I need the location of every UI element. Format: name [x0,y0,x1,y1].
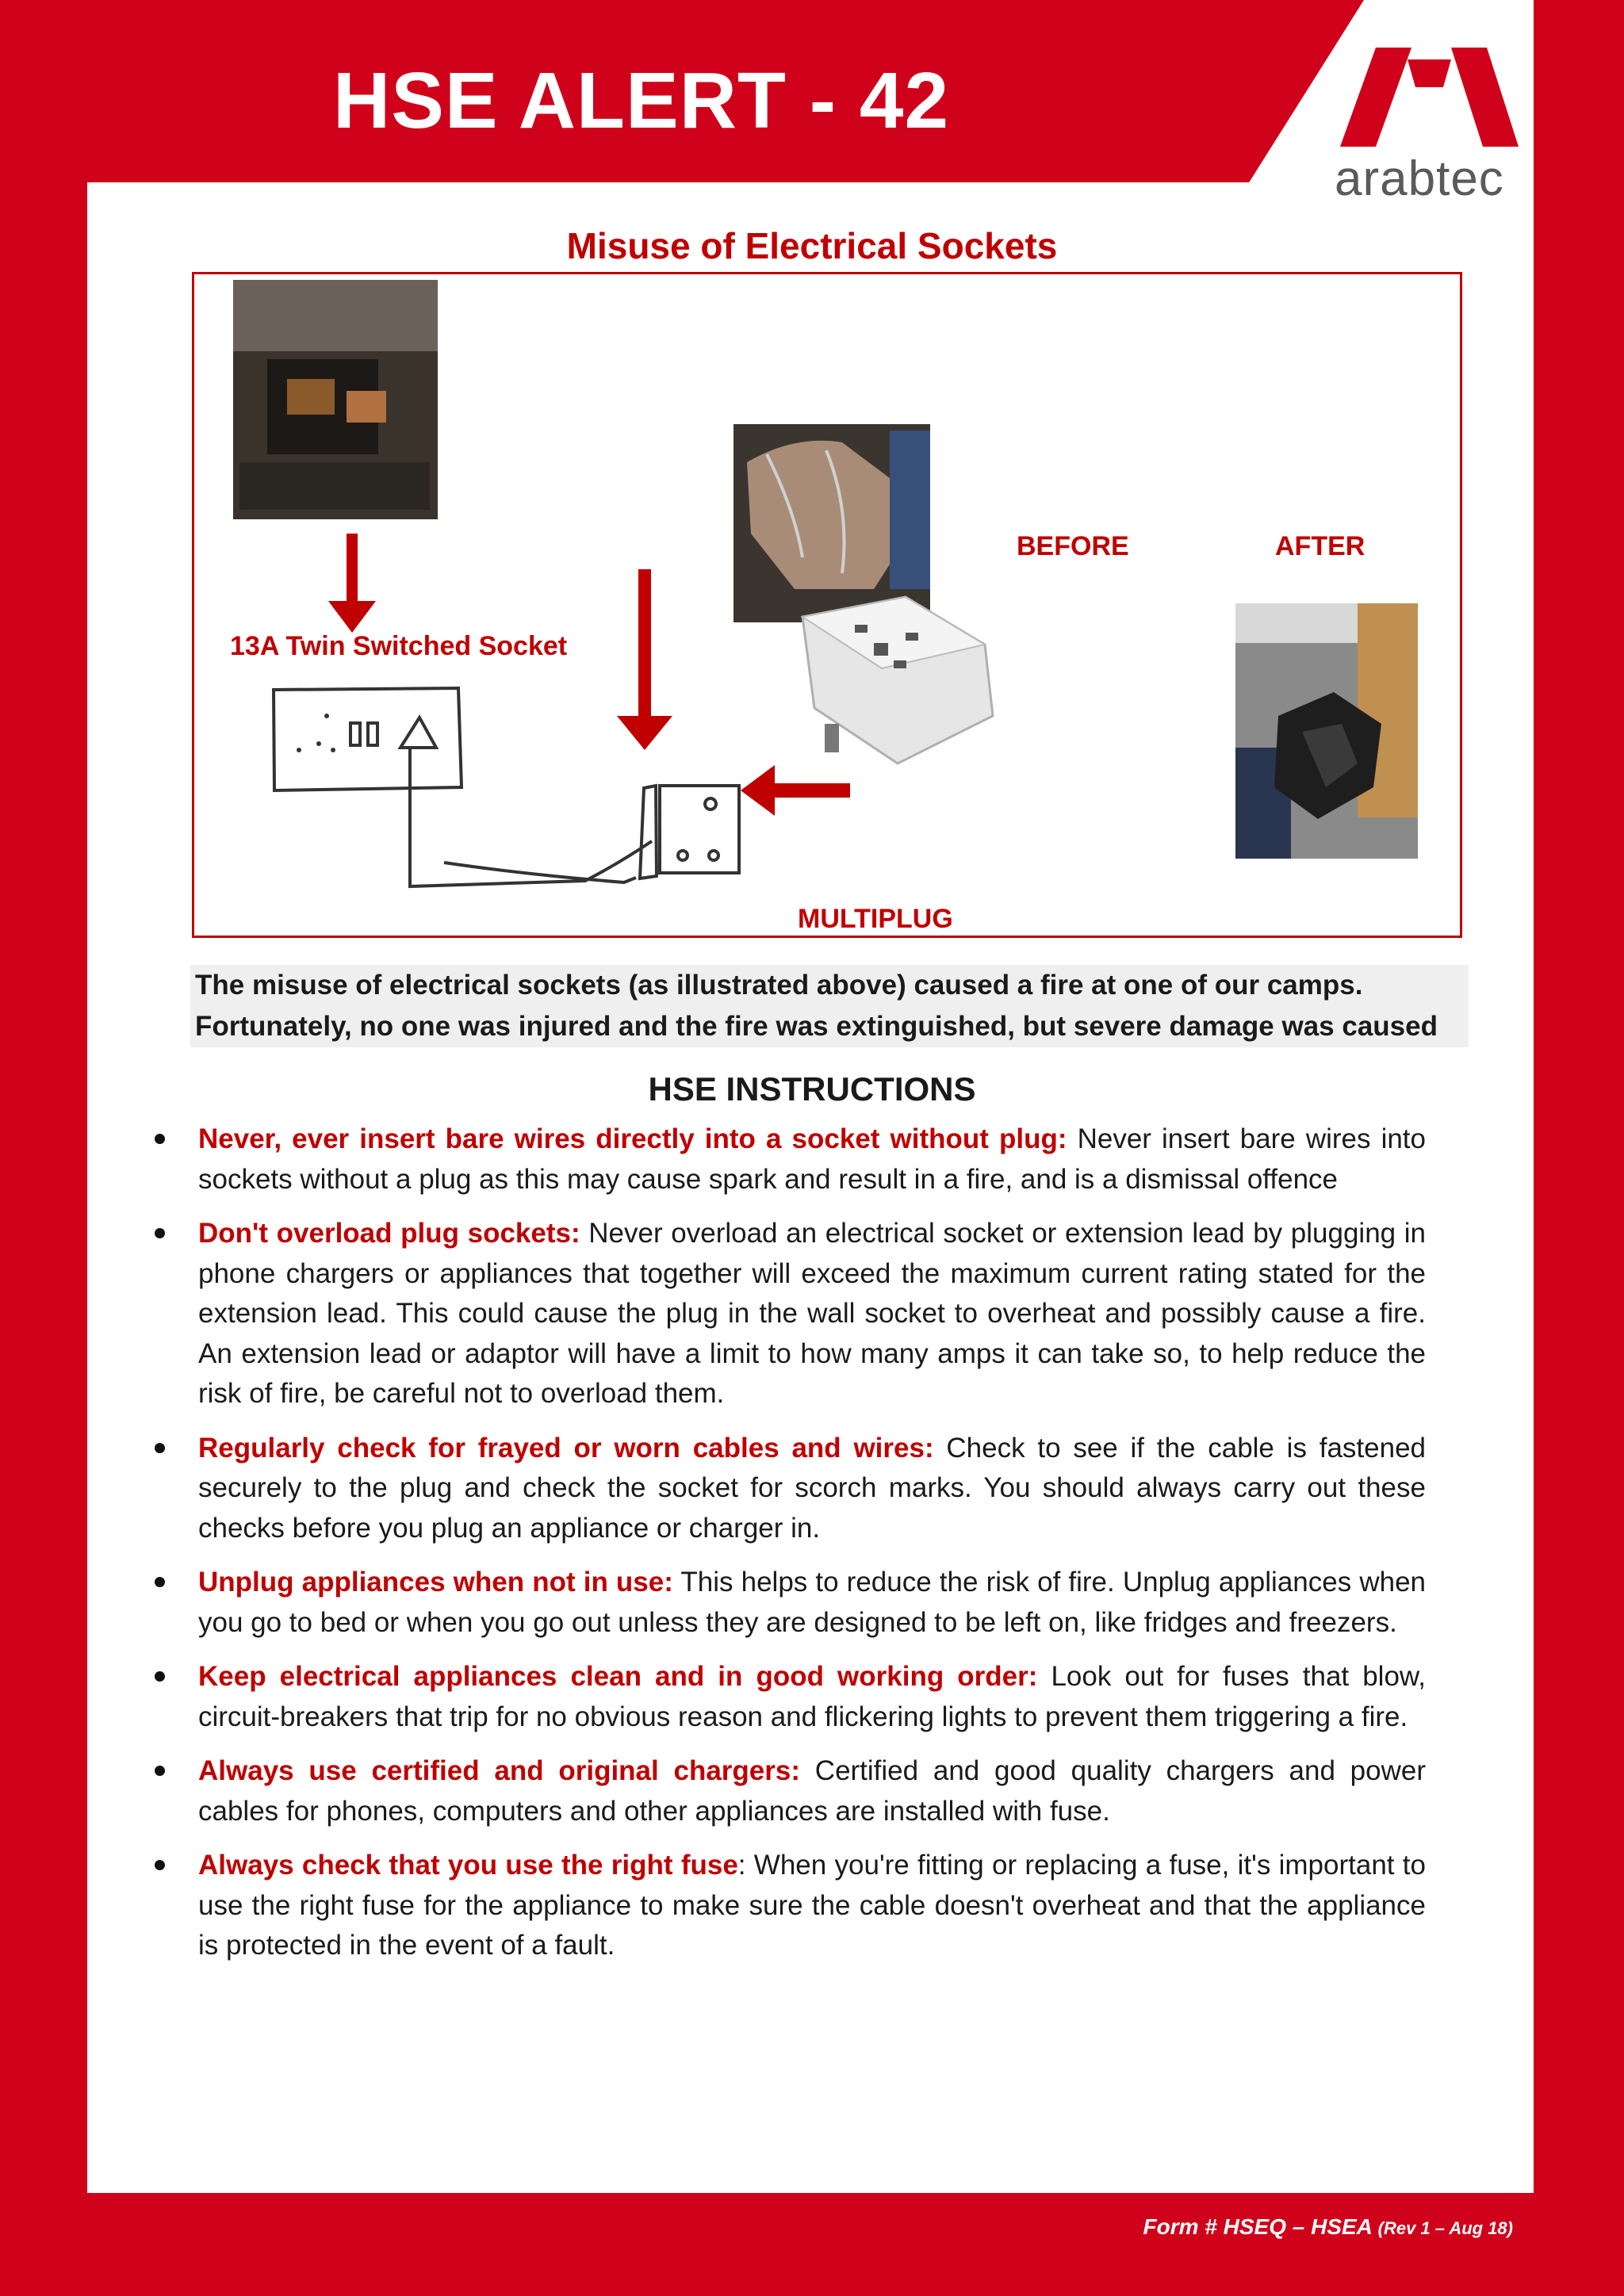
adaptor-after-photo [1235,603,1418,859]
arrow-plug-shaft [771,783,850,798]
alert-subtitle: Misuse of Electrical Sockets [566,225,1058,266]
list-item [198,1846,1426,1966]
instruction-title: Never, ever insert bare wires directly into a socket without plug: [198,1123,1067,1154]
form-number: Form # HSEQ – HSEA [1143,2214,1378,2239]
wall-socket-sketch [274,688,652,886]
summary-line-1: The misuse of electrical sockets (as illustrated above) caused a fire at one of our camps. [190,965,1469,1006]
instructions-list [198,1119,1426,1980]
list-item [198,1429,1426,1549]
arrow-plug-head [741,765,775,816]
instruction-text: Certified and good quality chargers and power cables for phones, computers and other appliances are installed with fuse. [198,1755,1426,1827]
list-item [198,1657,1426,1737]
list-item [198,1119,1426,1200]
label-socket: 13A Twin Switched Socket [230,631,568,661]
page-title: HSE ALERT - 42 [333,56,950,145]
instruction-title: Regularly check for frayed or worn cables and wires: [198,1432,934,1464]
label-multiplug: MULTIPLUG [798,904,953,934]
instruction-text: This helps to reduce the risk of fire. Unplug appliances when you go to bed or when you go out unless they are designed to be left on, like fridges and freezers. [198,1567,1426,1638]
socket-dots [297,714,335,752]
frame-left [0,0,87,2296]
arrow-socket-shaft [347,534,358,605]
instruction-text: Never insert bare wires into sockets without a plug as this may cause spark and result in a fire, and is a dismissal offence [198,1123,1426,1195]
list-item [198,1563,1426,1643]
instruction-title: Unplug appliances when not in use: [198,1567,673,1598]
multiplug-sketch [640,786,739,878]
instructions-heading: HSE INSTRUCTIONS [648,1070,976,1108]
instruction-title: Always check that you use the right fuse [198,1850,738,1881]
form-revision: (Rev 1 – Aug 18) [1377,2218,1513,2238]
summary-line-2: Fortunately, no one was injured and the fire was extinguished, but severe damage was caused [190,1006,1469,1047]
instruction-text: Look out for fuses that blow, circuit-breakers that trip for no obvious reason and flickering lights to prevent them triggering a fire. [198,1661,1426,1732]
label-after: AFTER [1275,531,1365,561]
frame-right [1534,0,1624,2296]
instruction-title: Always use certified and original chargers: [198,1755,801,1786]
bare-wire-photo [733,424,930,622]
instruction-title: Keep electrical appliances clean and in good working order: [198,1661,1038,1692]
logo-text: arabtec [1335,151,1504,206]
form-footer [1143,2214,1513,2240]
illustration [192,272,1462,938]
arrow-socket-head [328,601,376,633]
frame-bottom [0,2193,1624,2296]
instruction-text: Never overload an electrical socket or extension lead by plugging in phone chargers or appliances that together will exceed the maximum current rating stated for the extension lead. This could cause the plug in the wall socket to overheat and possibly cause a fire. An extension lead or adaptor will have a limit to how many amps it can take so, to help reduce the risk of fire, be careful not to overload them. [198,1218,1426,1409]
instruction-text: : When you're fitting or replacing a fuse, it's important to use the right fuse for the appliance to make sure the cable doesn't overheat and that the appliance is protected in the event of a fault. [198,1850,1426,1961]
list-item [198,1751,1426,1831]
list-item [198,1214,1426,1414]
label-before: BEFORE [1017,531,1129,561]
instruction-title: Don't overload plug sockets: [198,1218,580,1249]
adaptor-before-photo [802,597,993,763]
burnt-socket-photo [233,280,438,519]
arrow-wire-shaft [638,569,651,720]
instruction-text: Check to see if the cable is fastened securely to the plug and check the socket for scorch marks. You should always carry out these checks before you plug an appliance or charger in. [198,1432,1426,1544]
arrow-wire-head [617,716,672,750]
